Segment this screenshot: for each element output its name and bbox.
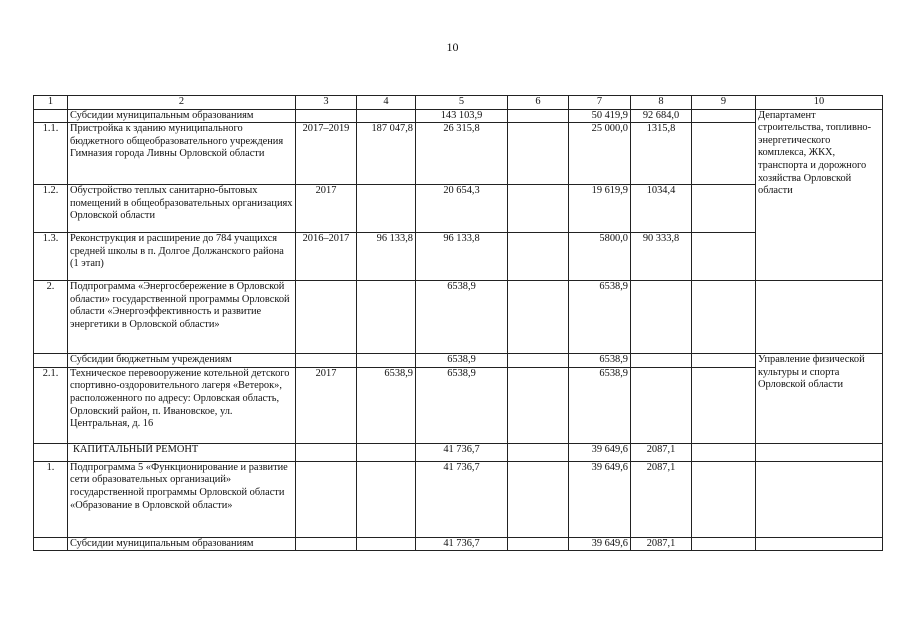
column-header: 2: [68, 96, 296, 110]
row-cost: [357, 281, 416, 354]
row-col8: 92 684,0: [631, 109, 692, 123]
row-number: 1.: [34, 461, 68, 537]
row-col7: 39 649,6: [569, 461, 631, 537]
row-name: Техническое перевооружение котельной детского спортивно-оздоровительного лагеря «Ветерок», расположенного по адресу: Орловская область, Орловский район, п. Ивановское, ул. Центральная, д. 16: [68, 367, 296, 443]
row-period: [296, 537, 357, 551]
table-row: [34, 443, 883, 461]
row-col7: 5800,0: [569, 233, 631, 281]
table-row: [34, 123, 883, 185]
budget-table: [33, 95, 883, 551]
row-col8: 2087,1: [631, 461, 692, 537]
column-header: 10: [756, 96, 883, 110]
row-total: 41 736,7: [416, 461, 508, 537]
page-number: 10: [446, 40, 459, 54]
row-cost: [357, 109, 416, 123]
table-row: [34, 281, 883, 354]
row-period: [296, 281, 357, 354]
row-cost: [357, 461, 416, 537]
row-name: Субсидии бюджетным учреждениям: [68, 354, 296, 368]
row-col6: [508, 109, 569, 123]
row-col9: [692, 461, 756, 537]
row-cost: 187 047,8: [357, 123, 416, 185]
row-name: Подпрограмма 5 «Функционирование и развитие сети образовательных организаций» государственной программы Орловской области «Образование в Орловской области»: [68, 461, 296, 537]
row-total: 26 315,8: [416, 123, 508, 185]
row-number: [34, 354, 68, 368]
table-row: [34, 537, 883, 551]
column-header: 9: [692, 96, 756, 110]
row-cost: [357, 354, 416, 368]
empty-cell: [756, 537, 883, 551]
row-col8: 1315,8: [631, 123, 692, 185]
row-col7: 6538,9: [569, 354, 631, 368]
table-row: [34, 185, 883, 233]
row-col7: 50 419,9: [569, 109, 631, 123]
row-col9: [692, 537, 756, 551]
row-period: [296, 354, 357, 368]
row-col7: 39 649,6: [569, 443, 631, 461]
column-header: 1: [34, 96, 68, 110]
responsible-sport: Управление физической культуры и спорта Орловской области: [756, 354, 883, 444]
row-col6: [508, 461, 569, 537]
row-total: 6538,9: [416, 354, 508, 368]
column-header: 8: [631, 96, 692, 110]
row-cost: 6538,9: [357, 367, 416, 443]
row-total: 6538,9: [416, 281, 508, 354]
row-total: 143 103,9: [416, 109, 508, 123]
row-period: [296, 109, 357, 123]
row-period: [296, 443, 357, 461]
row-col9: [692, 185, 756, 233]
column-header: 6: [508, 96, 569, 110]
row-col8: 2087,1: [631, 443, 692, 461]
row-col7: 19 619,9: [569, 185, 631, 233]
row-period: [296, 461, 357, 537]
row-name: Подпрограмма «Энергосбережение в Орловской области» государственной программы Орловской области «Энергоэффективность и развитие энергетики в Орловской области»: [68, 281, 296, 354]
row-col6: [508, 185, 569, 233]
row-period: 2017: [296, 185, 357, 233]
row-cost: [357, 185, 416, 233]
row-total: 6538,9: [416, 367, 508, 443]
row-col9: [692, 443, 756, 461]
row-col8: [631, 354, 692, 368]
row-col6: [508, 367, 569, 443]
row-period: 2017: [296, 367, 357, 443]
column-header: 4: [357, 96, 416, 110]
row-col8: [631, 367, 692, 443]
row-number: 1.3.: [34, 233, 68, 281]
row-col6: [508, 354, 569, 368]
row-col7: 6538,9: [569, 281, 631, 354]
responsible-construction: Департамент строительства, топливно-энергетического комплекса, ЖКХ, транспорта и дорожного хозяйства Орловской области: [756, 109, 883, 281]
column-number-row: [34, 96, 883, 110]
row-col8: [631, 281, 692, 354]
row-col6: [508, 123, 569, 185]
column-header: 3: [296, 96, 357, 110]
row-name: КАПИТАЛЬНЫЙ РЕМОНТ: [68, 443, 296, 461]
row-col9: [692, 281, 756, 354]
row-cost: [357, 443, 416, 461]
table-row: [34, 461, 883, 537]
row-period: 2017–2019: [296, 123, 357, 185]
row-total: 20 654,3: [416, 185, 508, 233]
row-name: Реконструкция и расширение до 784 учащихся средней школы в п. Долгое Должанского района (1 этап): [68, 233, 296, 281]
row-number: 2.1.: [34, 367, 68, 443]
row-col9: [692, 233, 756, 281]
row-col7: 25 000,0: [569, 123, 631, 185]
row-col9: [692, 109, 756, 123]
row-col6: [508, 233, 569, 281]
row-name: Обустройство теплых санитарно-бытовых помещений в общеобразовательных организациях Орловской области: [68, 185, 296, 233]
row-col6: [508, 281, 569, 354]
table-row: [34, 233, 883, 281]
row-number: [34, 443, 68, 461]
row-name: Пристройка к зданию муниципального бюджетного общеобразовательного учреждения Гимназия города Ливны Орловской области: [68, 123, 296, 185]
row-cost: [357, 537, 416, 551]
row-number: 2.: [34, 281, 68, 354]
table-row: [34, 367, 883, 443]
row-col9: [692, 367, 756, 443]
column-header: 5: [416, 96, 508, 110]
table-row: [34, 354, 883, 368]
table-row: [34, 109, 883, 123]
row-name: Субсидии муниципальным образованиям: [68, 537, 296, 551]
row-col9: [692, 123, 756, 185]
row-cost: 96 133,8: [357, 233, 416, 281]
row-name: Субсидии муниципальным образованиям: [68, 109, 296, 123]
row-number: 1.1.: [34, 123, 68, 185]
row-number: [34, 537, 68, 551]
empty-cell: [756, 281, 883, 354]
row-col8: 2087,1: [631, 537, 692, 551]
row-number: [34, 109, 68, 123]
row-col7: 6538,9: [569, 367, 631, 443]
row-col8: 90 333,8: [631, 233, 692, 281]
row-period: 2016–2017: [296, 233, 357, 281]
row-col7: 39 649,6: [569, 537, 631, 551]
row-col6: [508, 537, 569, 551]
column-header: 7: [569, 96, 631, 110]
row-total: 41 736,7: [416, 537, 508, 551]
empty-cell: [756, 461, 883, 537]
empty-cell: [756, 443, 883, 461]
row-total: 41 736,7: [416, 443, 508, 461]
row-col9: [692, 354, 756, 368]
row-col6: [508, 443, 569, 461]
row-total: 96 133,8: [416, 233, 508, 281]
row-col8: 1034,4: [631, 185, 692, 233]
row-number: 1.2.: [34, 185, 68, 233]
